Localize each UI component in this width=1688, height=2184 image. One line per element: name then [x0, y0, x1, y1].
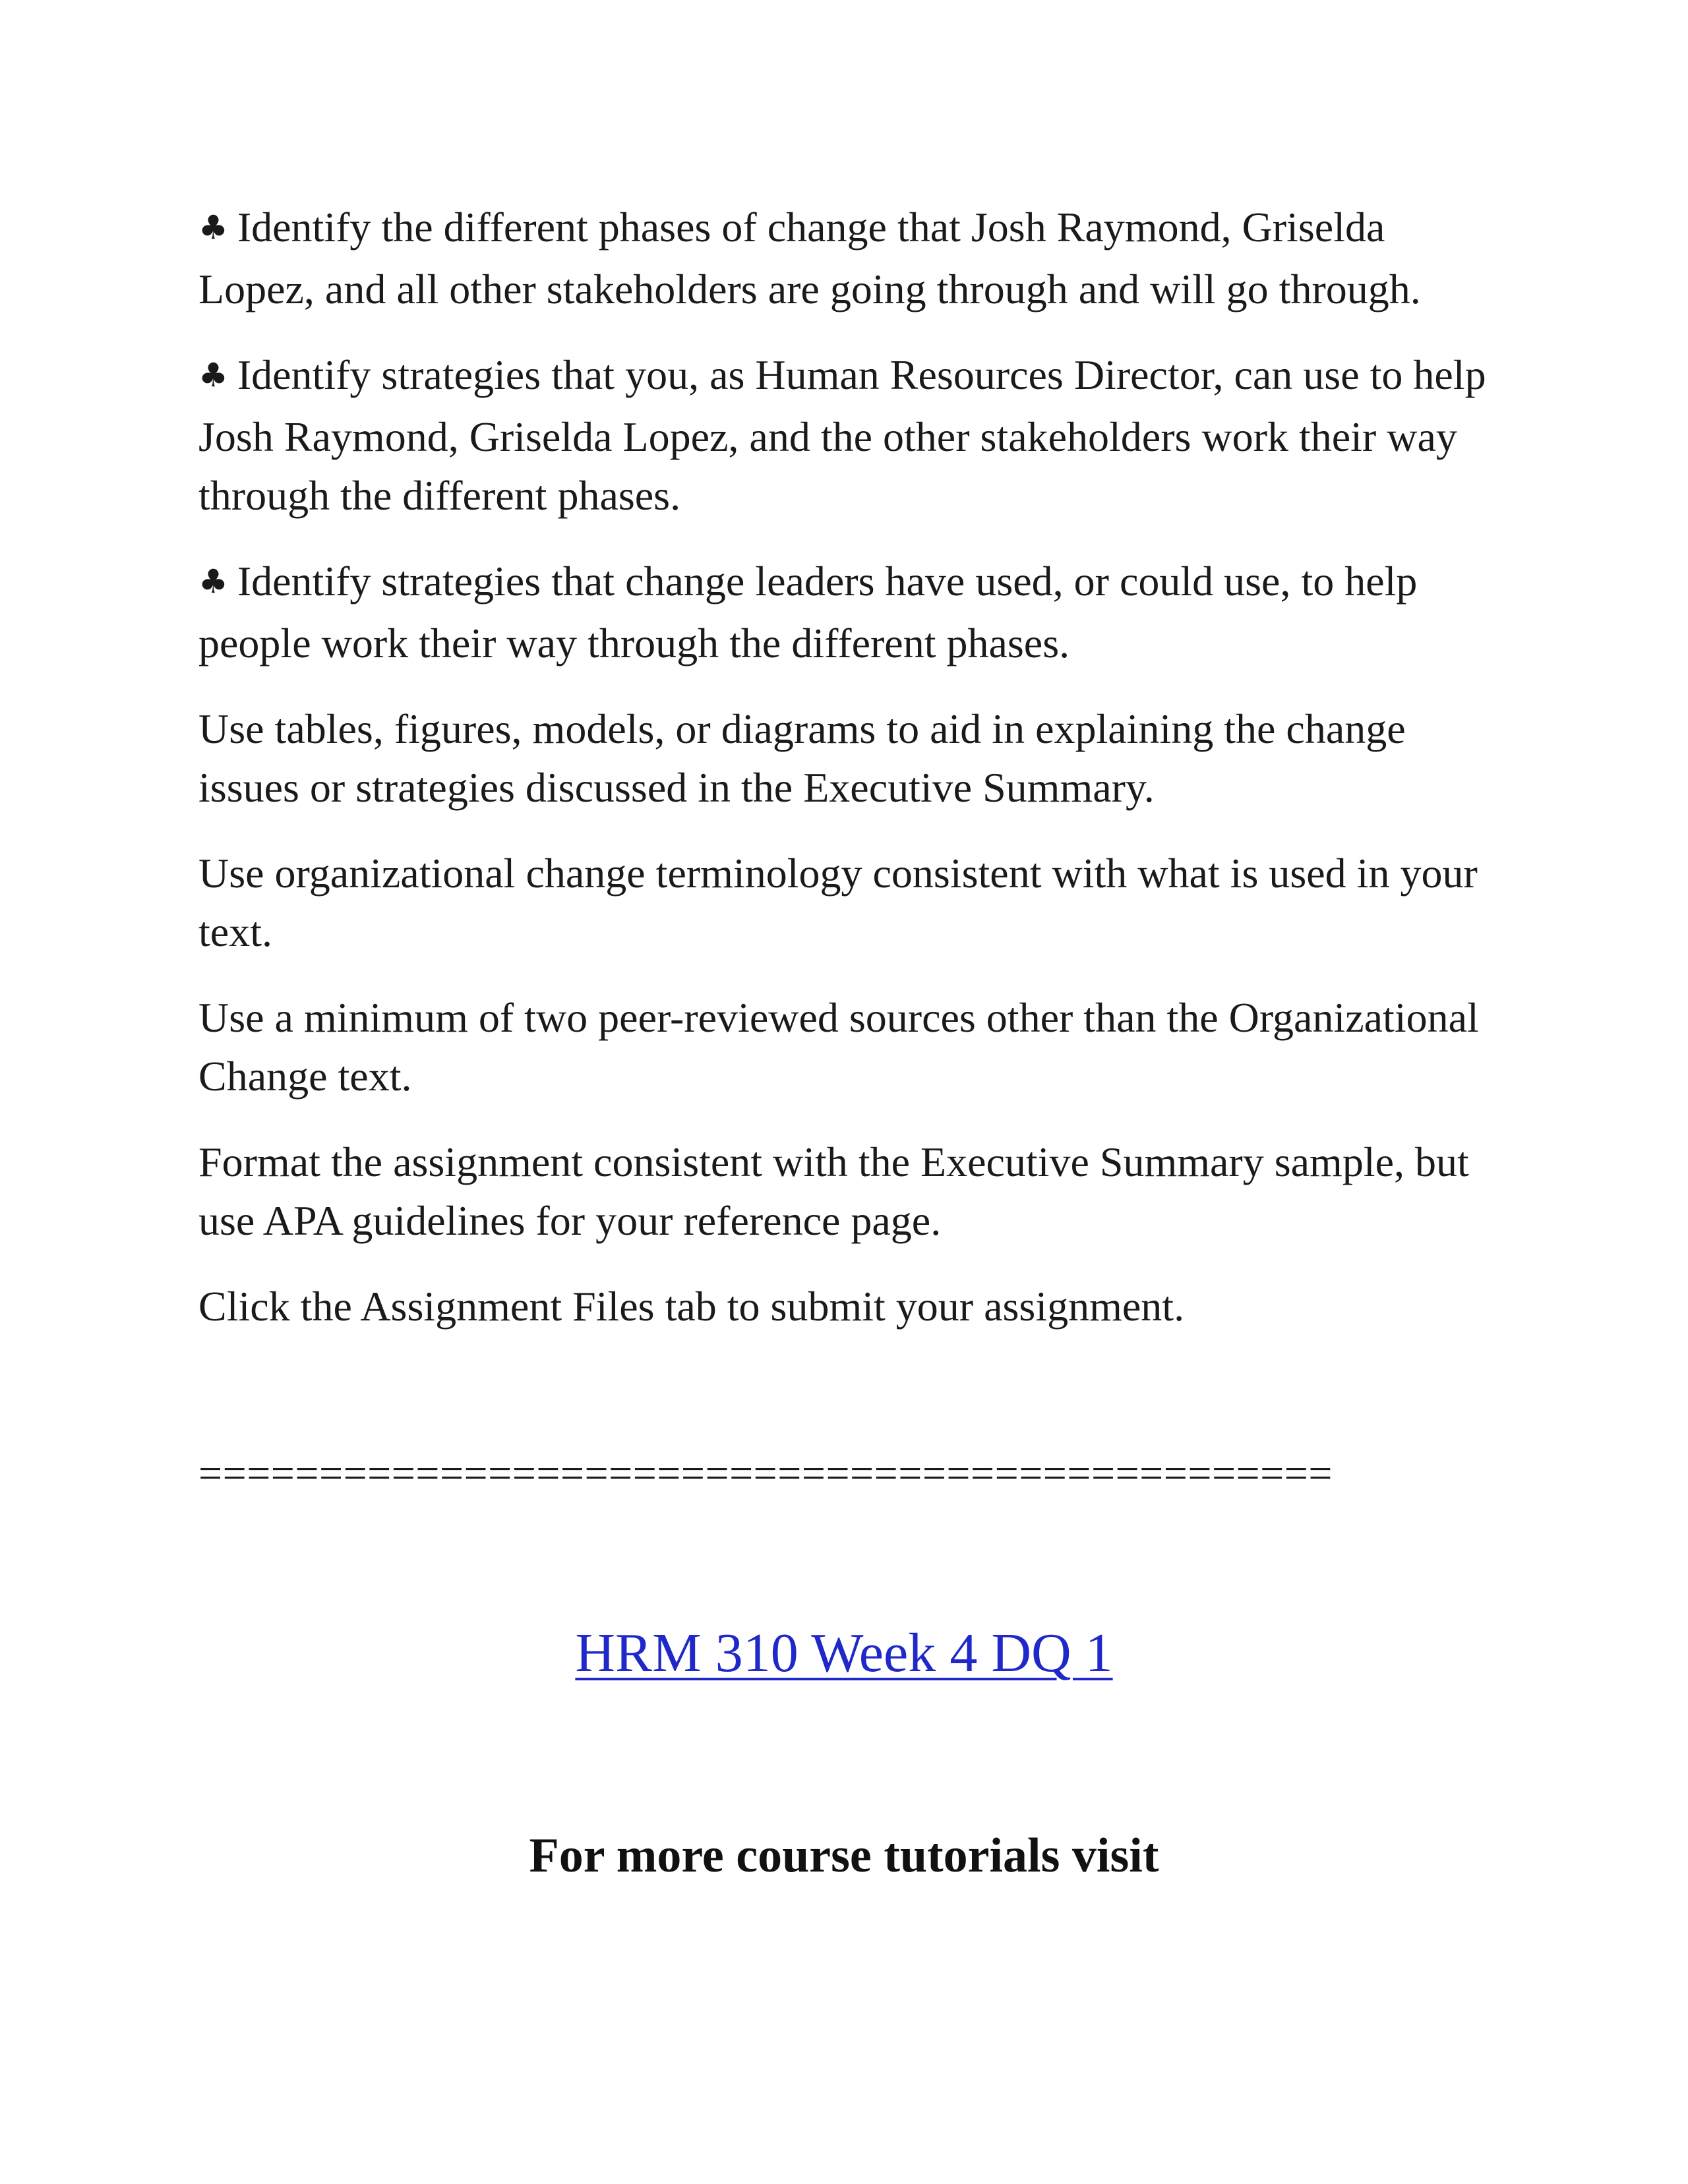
bullet-text: Identify the different phases of change that Josh Raymond, Griselda Lopez, and all other stakeholders are going through and will go through. [198, 204, 1421, 312]
separator-line: =============================================== [198, 1450, 1333, 1496]
instruction-paragraph: Format the assignment consistent with the Executive Summary sample, but use APA guidelines for your reference page. [198, 1138, 1469, 1244]
club-bullet-icon: ♣ [198, 208, 228, 247]
course-link-container [0, 1617, 1688, 1690]
visit-heading: For more course tutorials visit [529, 1829, 1159, 1883]
bullet-text: Identify strategies that change leaders have used, or could use, to help people work their way through the different phases. [198, 558, 1418, 666]
instruction-paragraph: Use a minimum of two peer-reviewed sources other than the Organizational Change text. [198, 994, 1479, 1100]
bullet-item [198, 345, 1511, 525]
club-bullet-icon: ♣ [198, 356, 228, 394]
assignment-instructions [198, 198, 1511, 1363]
instruction-paragraph: Use organizational change terminology consistent with what is used in your text. [198, 850, 1478, 955]
bullet-text: Identify strategies that you, as Human Resources Director, can use to help Josh Raymond, Griselda Lopez, and the other stakeholders work their way through the different phases. [198, 351, 1486, 519]
bullet-item [198, 552, 1511, 672]
bullet-item [198, 198, 1511, 318]
course-link[interactable]: HRM 310 Week 4 DQ 1 [575, 1622, 1113, 1684]
instruction-paragraph: Use tables, figures, models, or diagrams to aid in explaining the change issues or strategies discussed in the Executive Summary. [198, 705, 1406, 811]
club-bullet-icon: ♣ [198, 562, 228, 601]
instruction-paragraph: Click the Assignment Files tab to submit your assignment. [198, 1283, 1185, 1330]
